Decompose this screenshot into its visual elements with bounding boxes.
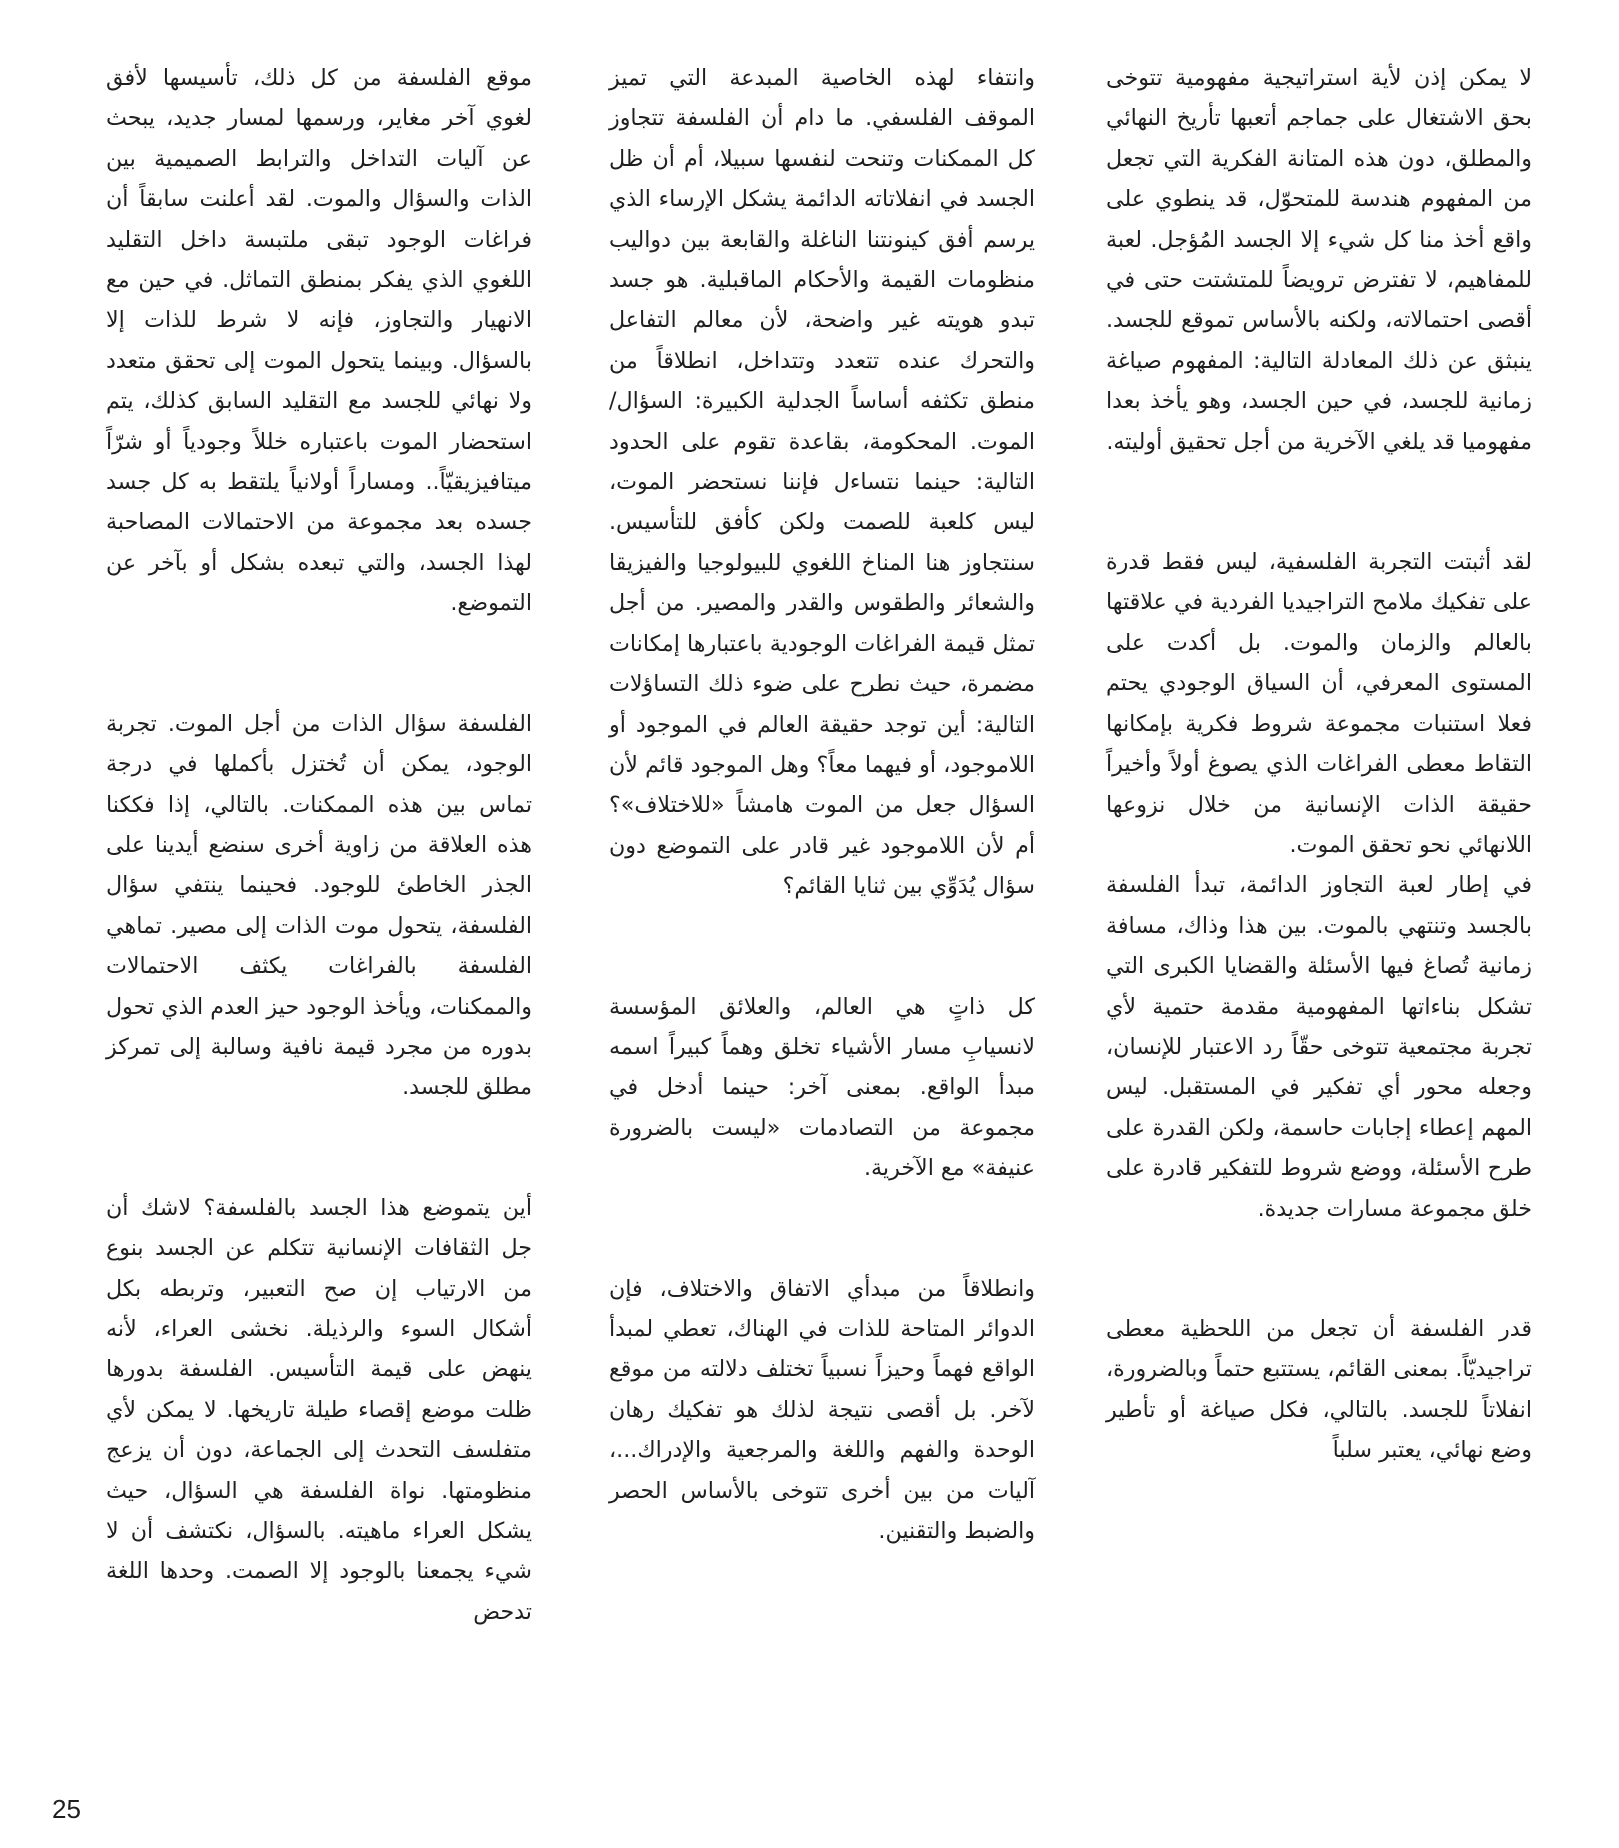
text-column-left (106, 58, 532, 1632)
paragraph: لا يمكن إذن لأية استراتيجية مفهومية تتوخى بحق الاشتغال على جماجم أتعبها تأريخ النهائي والمطلق، دون هذه المتانة الفكرية التي تجعل من المفهوم هندسة للمتحوّل، قد ينطوي على واقع أخذ منا كل شيء إلا الجسد المُؤجل. لعبة للمفاهيم، لا تفترض ترويضاً للمتشتت حتى في أقصى احتمالاته، ولكنه بالأساس تموقع للجسد. ينبثق عن ذلك المعادلة التالية: المفهوم صياغة زمانية للجسد، في حين الجسد، وهو يأخذ بعدا مفهوميا قد يلغي الآخرية من أجل تحقيق أوليته. (1106, 65, 1532, 455)
paragraph: أين يتموضع هذا الجسد بالفلسفة؟ لاشك أن جل الثقافات الإنسانية تتكلم عن الجسد بنوع من الارتياب إن صح التعبير، وتربطه بكل أشكال السوء والرذيلة. نخشى العراء، لأنه ينهض على قيمة التأسيس. الفلسفة بدورها ظلت موضع إقصاء طيلة تاريخها. لا يمكن لأي متفلسف التحدث إلى الجماعة، دون أن يزعج منظومتها. نواة الفلسفة هي السؤال، حيث يشكل العراء ماهيته. بالسؤال، نكتشف أن لا شيء يجمعنا بالوجود إلا الصمت. وحدها اللغة تدحض (106, 1194, 532, 1625)
page-number: 25 (52, 1794, 81, 1824)
paragraph: كل ذاتٍ هي العالم، والعلائق المؤسسة لانسيابِ مسار الأشياء تخلق وهماً كبيراً اسمه مبدأ الواقع. بمعنى آخر: حينما أدخل في مجموعة من التصادمات «ليست بالضرورة عنيفة» مع الآخرية. (609, 993, 1035, 1182)
paragraph: الفلسفة سؤال الذات من أجل الموت. تجربة الوجود، يمكن أن تُختزل بأكملها في درجة تماس بين هذه الممكنات. بالتالي، إذا فككنا هذه العلاقة من زاوية أخرى سنضع أيدينا على الجذر الخاطئ للوجود. فحينما ينتفي سؤال الفلسفة، يتحول موت الذات إلى مصير. تماهي الفلسفة بالفراغات يكثف الاحتمالات والممكنات، ويأخذ الوجود حيز العدم الذي تحول بدوره من مجرد قيمة نافية وسالبة إلى تمركز مطلق للجسد. (106, 710, 532, 1101)
text-column-middle (609, 58, 1035, 1551)
paragraph: قدر الفلسفة أن تجعل من اللحظية معطى تراجيديّاً. بمعنى القائم، يستتبع حتماً وبالضرورة، انفلاتاً للجسد. بالتالي، فكل صياغة أو تأطير وضع نهائي، يعتبر سلباً (1106, 1315, 1532, 1464)
paragraph: وانتفاء لهذه الخاصية المبدعة التي تميز الموقف الفلسفي. ما دام أن الفلسفة تتجاوز كل الممكنات وتنحت لنفسها سبيلا، أم أن ظل الجسد في انفلاتاته الدائمة يشكل الإرساء الذي يرسم أفق كينونتنا الناغلة والقابعة بين دواليب منظومات القيمة والأحكام الماقبلية. هو جسد تبدو هويته غير واضحة، لأن معالم التفاعل والتحرك عنده تتعدد وتتداخل، انطلاقاً من منطق تكثفه أساساً الجدلية الكبيرة: السؤال/الموت. المحكومة، بقاعدة تقوم على الحدود التالية: حينما نتساءل فإننا نستحضر الموت، ليس كلعبة للصمت ولكن كأفق للتأسيس. سنتجاوز هنا المناخ اللغوي للبيولوجيا والفيزيقا والشعائر والطقوس والقدر والمصير. من أجل تمثل قيمة الفراغات الوجودية باعتبارها إمكانات مضمرة، حيث نطرح على ضوء ذلك التساؤلات التالية: أين توجد حقيقة العالم في الموجود أو اللاموجود، أو فيهما معاً؟ وهل الموجود قائم لأن السؤال جعل من الموت هامشاً «للاختلاف»؟ أم لأن اللاموجود غير قادر على التموضع دون سؤال يُدَوِّي بين ثنايا القائم؟ (609, 65, 1035, 900)
paragraph: موقع الفلسفة من كل ذلك، تأسيسها لأفق لغوي آخر مغاير، ورسمها لمسار جديد، يبحث عن آليات التداخل والترابط الصميمية بين الذات والسؤال والموت. لقد أعلنت سابقاً أن فراغات الوجود تبقى ملتبسة داخل التقليد اللغوي الذي يفكر بمنطق التماثل. في حين مع الانهيار والتجاوز، فإنه لا شرط للذات إلا بالسؤال. وبينما يتحول الموت إلى تحقق متعدد ولا نهائي للجسد مع التقليد السابق كذلك، يتم استحضار الموت باعتباره خللاً وجودياً أو شرّاً ميتافيزيقيّاً.. ومساراً أولانياً يلتقط به كل جسد جسده بعد مجموعة من الاحتمالات المصاحبة لهذا الجسد، والتي تبعده بشكل أو بآخر عن التموضع. (106, 65, 532, 617)
text-column-right (1106, 58, 1532, 1471)
paragraph: لقد أثبتت التجربة الفلسفية، ليس فقط قدرة على تفكيك ملامح التراجيديا الفردية في علاقتها بالعالم والزمان والموت. بل أكدت على المستوى المعرفي، أن السياق الوجودي يحتم فعلا استنبات مجموعة شروط فكرية بإمكانها التقاط معطى الفراغات الذي يصوغ أولاً وأخيراً حقيقة الذات الإنسانية من خلال نزوعها اللانهائي نحو تحقق الموت. (1106, 549, 1532, 858)
paragraph: في إطار لعبة التجاوز الدائمة، تبدأ الفلسفة بالجسد وتنتهي بالموت. بين هذا وذاك، مسافة زمانية تُصاغ فيها الأسئلة والقضايا الكبرى التي تشكل بناءاتها المفهومية مقدمة حتمية لأي تجربة مجتمعية تتوخى حقّاً رد الاعتبار للإنسان، وجعله محور أي تفكير في المستقبل. ليس المهم إعطاء إجابات حاسمة، ولكن القدرة على طرح الأسئلة، ووضع شروط للتفكير قادرة على خلق مجموعة مسارات جديدة. (1106, 872, 1532, 1222)
paragraph: وانطلاقاً من مبدأي الاتفاق والاختلاف، فإن الدوائر المتاحة للذات في الهناك، تعطي لمبدأ الواقع فهماً وحيزاً نسبياً تختلف دلالته من موقع لآخر. بل أقصى نتيجة لذلك هو تفكيك رهان الوحدة والفهم واللغة والمرجعية والإدراك...، آليات من بين أخرى تتوخى بالأساس الحصر والضبط والتقنين. (609, 1275, 1035, 1544)
